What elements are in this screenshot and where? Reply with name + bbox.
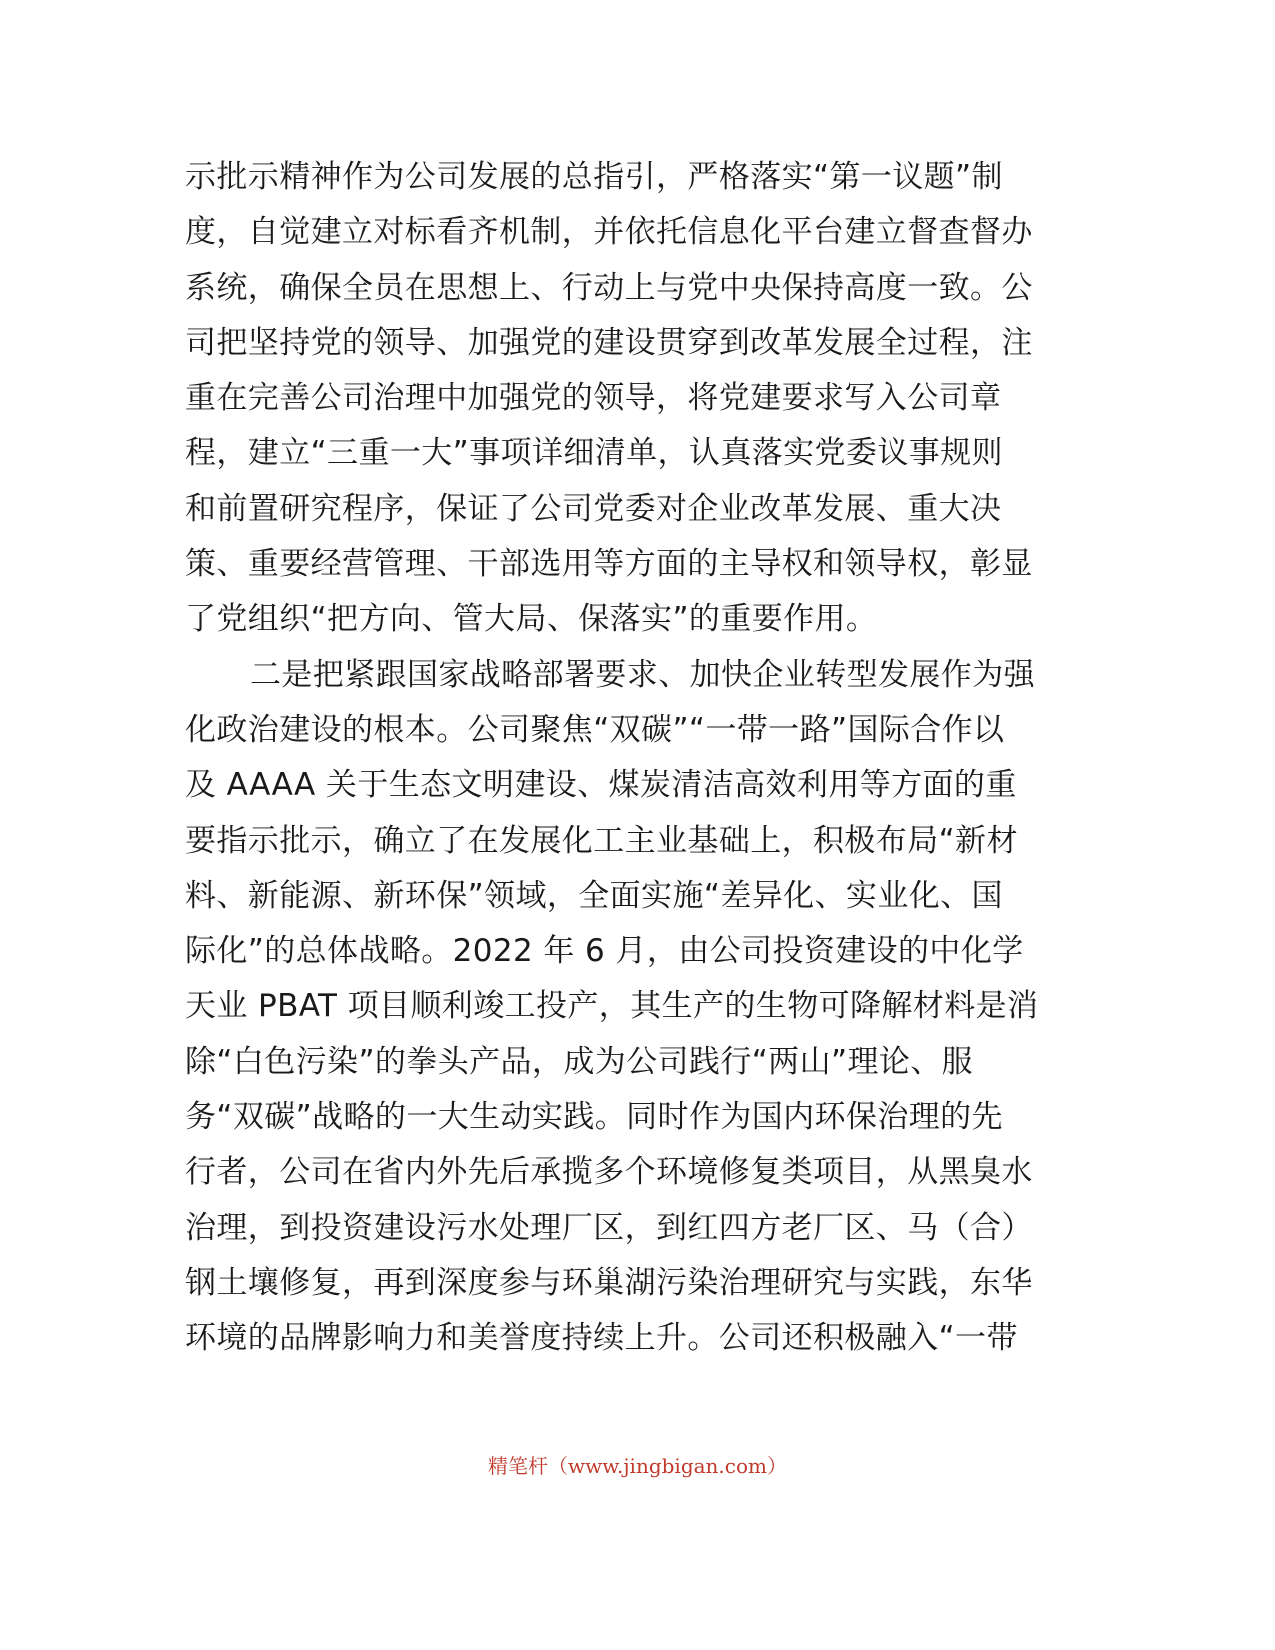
text-line: 环境的品牌影响力和美誉度持续上升。公司还积极融入“一带: [185, 1320, 1018, 1357]
text-line: 化政治建设的根本。公司聚焦“双碳”“一带一路”国际合作以: [185, 711, 1005, 748]
body-text: [185, 150, 1045, 1367]
text-line: 钢土壤修复，再到深度参与环巢湖污染治理研究与实践，东华: [185, 1264, 1033, 1301]
text-line: 重在完善公司治理中加强党的领导，将党建要求写入公司章: [185, 380, 1002, 417]
text-line: 程，建立“三重一大”事项详细清单，认真落实党委议事规则: [185, 435, 1003, 472]
text-line: 了党组织“把方向、管大局、保落实”的重要作用。: [185, 601, 878, 638]
text-line: 及 AAAA 关于生态文明建设、煤炭清洁高效利用等方面的重: [185, 767, 1017, 804]
text-line: 治理，到投资建设污水处理厂区，到红四方老厂区、马（合）: [185, 1209, 1033, 1246]
text-line: 和前置研究程序，保证了公司党委对企业改革发展、重大决: [185, 490, 1002, 527]
text-line: 天业 PBAT 项目顺利竣工投产，其生产的生物可降解材料是消: [185, 988, 1039, 1025]
text-line: 要指示批示，确立了在发展化工主业基础上，积极布局“新材: [185, 822, 1018, 859]
text-line: 际化”的总体战略。2022 年 6 月，由公司投资建设的中化学: [185, 933, 1024, 970]
text-line: 度，自觉建立对标看齐机制，并依托信息化平台建立督查督办: [185, 214, 1033, 251]
text-line: 示批示精神作为公司发展的总指引，严格落实“第一议题”制: [185, 159, 1003, 195]
text-line: 务“双碳”战略的一大生动实践。同时作为国内环保治理的先: [185, 1099, 1003, 1136]
text-line: 行者，公司在省内外先后承揽多个环境修复类项目，从黑臭水: [185, 1154, 1033, 1191]
text-line: 系统，确保全员在思想上、行动上与党中央保持高度一致。公: [185, 269, 1033, 306]
footer-watermark: 精笔杆（www.jingbigan.com）: [488, 1454, 787, 1478]
text-line: 司把坚持党的领导、加强党的建设贯穿到改革发展全过程，注: [185, 324, 1033, 361]
text-line: 料、新能源、新环保”领域，全面实施“差异化、实业化、国: [185, 877, 1003, 914]
text-line: 除“白色污染”的拳头产品，成为公司践行“两山”理论、服: [185, 1043, 974, 1080]
paragraph-start-line: 二是把紧跟国家战略部署要求、加快企业转型发展作为强: [250, 656, 1035, 693]
text-line: 策、重要经营管理、干部选用等方面的主导权和领导权，彰显: [185, 546, 1033, 583]
